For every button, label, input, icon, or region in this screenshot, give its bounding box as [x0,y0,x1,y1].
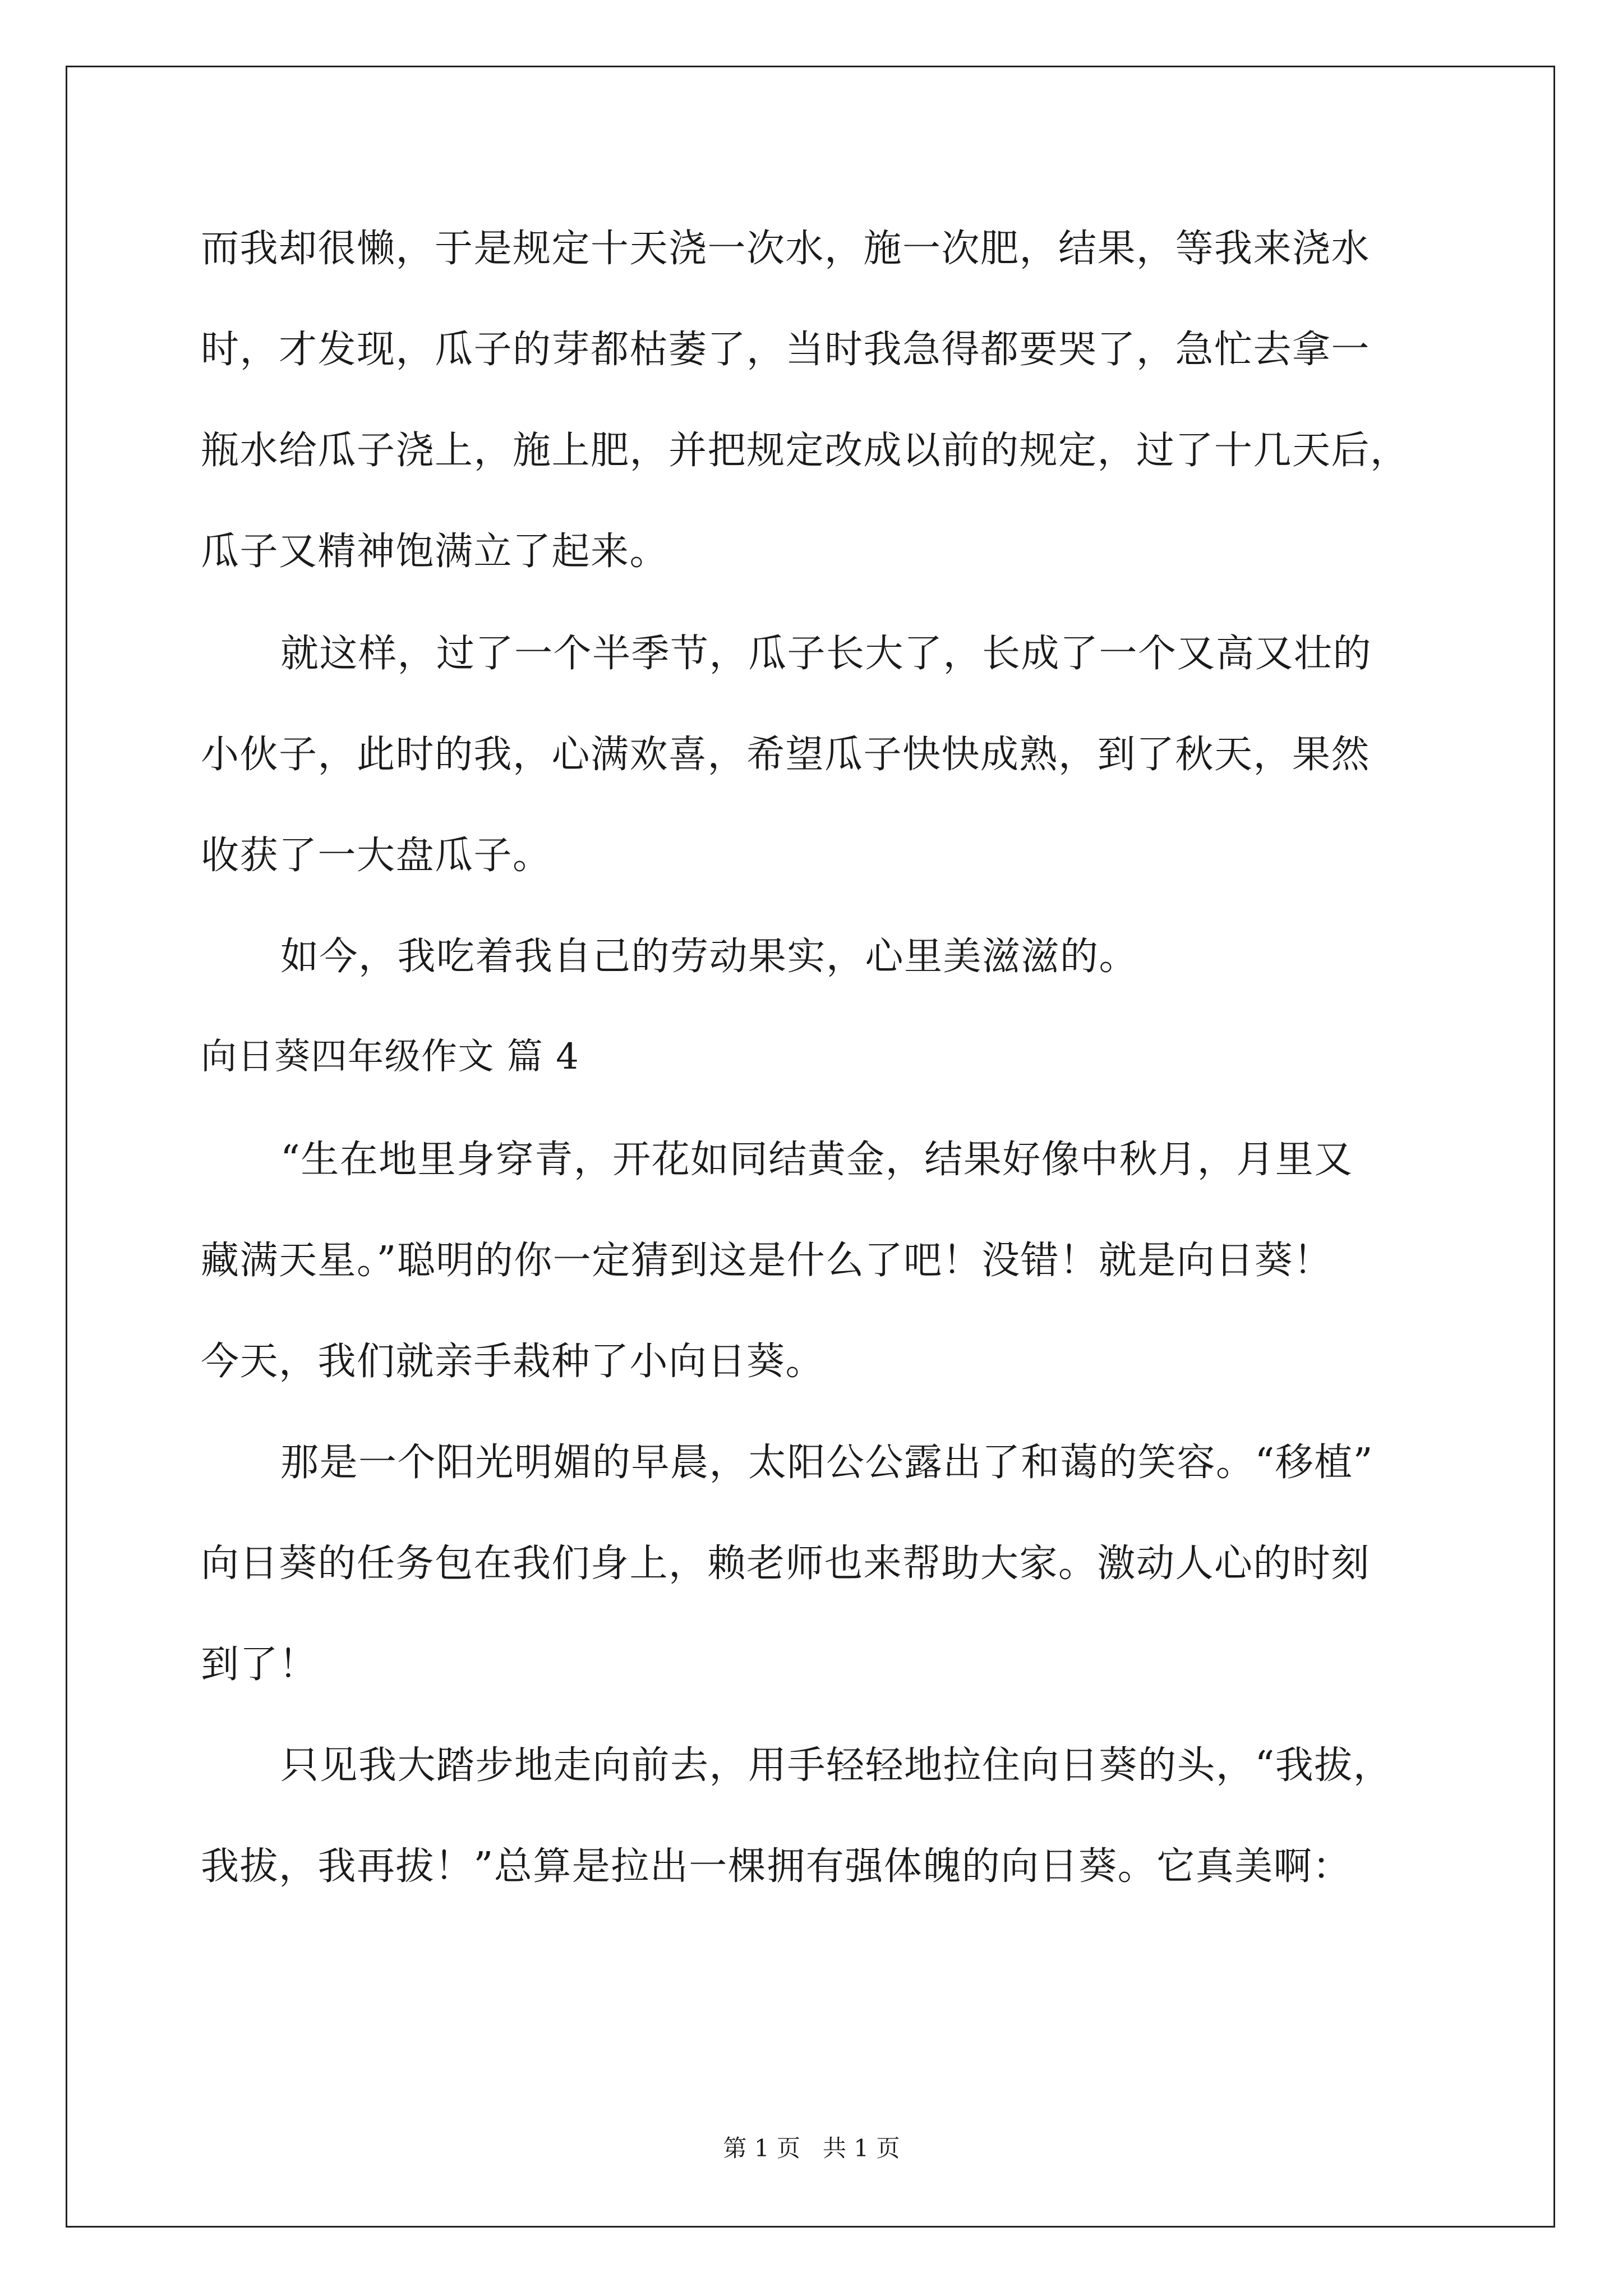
text-line: 我拔，我再拔！”总算是拉出一棵拥有强体魄的向日葵。它真美啊： [201,1844,1352,1889]
text-line: 向日葵的任务包在我们身上，赖老师也来帮助大家。激动人心的时刻 [201,1542,1371,1586]
page-footer: 第 1 页 共 1 页 [723,2134,900,2162]
section-heading: 向日葵四年级作文 篇 4 [201,1036,580,1078]
text-line: 时，才发现，瓜子的芽都枯萎了，当时我急得都要哭了，急忙去拿一 [201,328,1371,372]
text-line: 藏满天星。”聪明的你一定猜到这是什么了吧！没错！就是向日葵！ [201,1239,1332,1283]
text-line: 今天，我们就亲手栽种了小向日葵。 [201,1340,825,1384]
paragraph-first-line: 就这样，过了一个半季节，瓜子长大了，长成了一个又高又壮的 [280,632,1372,676]
text-line: 到了！ [201,1642,318,1687]
text-line: 小伙子，此时的我，心满欢喜，希望瓜子快快成熟，到了秋天，果然 [201,733,1371,777]
text-line: 收获了一大盘瓜子。 [201,834,552,878]
paragraph-first-line: 如今，我吃着我自己的劳动果实，心里美滋滋的。 [280,935,1138,979]
paragraph-first-line: 只见我大踏步地走向前去，用手轻轻地拉住向日葵的头，“我拔， [280,1743,1393,1788]
text-line: 瓜子又精神饱满立了起来。 [201,530,669,574]
text-line: 瓶水给瓜子浇上，施上肥，并把规定改成以前的规定，过了十几天后， [201,429,1409,473]
paragraph-first-line: 那是一个阳光明媚的早晨，太阳公公露出了和蔼的笑容。“移植” [280,1441,1374,1485]
paragraph-first-line: “生在地里身穿青，开花如同结黄金，结果好像中秋月，月里又 [280,1138,1353,1182]
text-line: 而我却很懒，于是规定十天浇一次水，施一次肥，结果，等我来浇水 [201,227,1371,271]
